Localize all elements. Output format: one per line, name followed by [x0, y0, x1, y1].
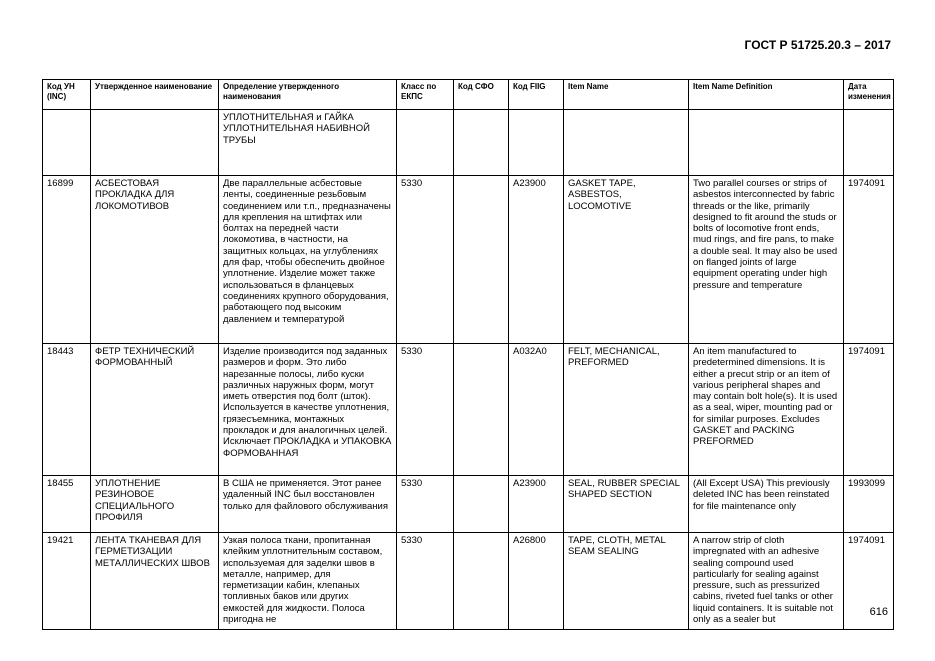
cell-name: ЛЕНТА ТКАНЕВАЯ ДЛЯ ГЕРМЕТИЗАЦИИ МЕТАЛЛИЧЕСКИХ ШВОВ [91, 533, 219, 630]
cell-item-definition: (All Except USA) This previously deleted INC has been reinstated for file maintenance only [689, 476, 844, 533]
cell-definition: Изделие производится под заданных размеров и форм. Это либо нарезанные полосы, либо куски различных наружных форм, могут иметь отверстия под болт (шток). Используется в качестве уплотнения, грязесъемника, монтажных прокладок и для аналогичных целей. Исключает ПРОКЛАДКА и УПАКОВКА ФОРМОВАННАЯ [219, 344, 397, 476]
cell-sfo [454, 476, 509, 533]
cell-item-definition: A narrow strip of cloth impregnated with an adhesive sealing compound used particularly for sealing against pressure, such as pressurized cabins, riveted fuel tanks or other liquid containers. It is suitable not only as a sealer but [689, 533, 844, 630]
table-row [43, 176, 894, 344]
cell-inc: 18455 [43, 476, 91, 533]
cell-date [844, 110, 894, 176]
table-row [43, 344, 894, 476]
header-approved-name: Утвержденное наименование [91, 80, 219, 110]
cell-date: 1974091 [844, 533, 894, 630]
header-sfo: Код СФО [454, 80, 509, 110]
cell-item-name: FELT, MECHANICAL, PREFORMED [564, 344, 689, 476]
cell-class [397, 110, 454, 176]
cell-sfo [454, 110, 509, 176]
cell-class: 5330 [397, 344, 454, 476]
cell-class: 5330 [397, 176, 454, 344]
cell-inc: 19421 [43, 533, 91, 630]
document-header: ГОСТ Р 51725.20.3 – 2017 [744, 38, 891, 52]
cell-item-definition [689, 110, 844, 176]
cell-sfo [454, 344, 509, 476]
header-fiig: Код FIIG [509, 80, 564, 110]
header-inc: Код УН (INC) [43, 80, 91, 110]
header-item-definition: Item Name Definition [689, 80, 844, 110]
cell-name: ФЕТР ТЕХНИЧЕСКИЙ ФОРМОВАННЫЙ [91, 344, 219, 476]
header-date: Дата изменения [844, 80, 894, 110]
cell-definition: УПЛОТНИТЕЛЬНАЯ и ГАЙКА УПЛОТНИТЕЛЬНАЯ НАБИВНОЙ ТРУБЫ [219, 110, 397, 176]
cell-class: 5330 [397, 533, 454, 630]
table-header-row [43, 80, 894, 110]
cell-item-name: SEAL, RUBBER SPECIAL SHAPED SECTION [564, 476, 689, 533]
cell-item-name: TAPE, CLOTH, METAL SEAM SEALING [564, 533, 689, 630]
cell-name [91, 110, 219, 176]
cell-inc: 16899 [43, 176, 91, 344]
cell-fiig: A032A0 [509, 344, 564, 476]
cell-class: 5330 [397, 476, 454, 533]
cell-fiig: A23900 [509, 476, 564, 533]
header-definition: Определение утвержденного наименования [219, 80, 397, 110]
cell-item-name [564, 110, 689, 176]
catalog-table [42, 79, 894, 630]
cell-sfo [454, 176, 509, 344]
header-class: Класс по ЕКПС [397, 80, 454, 110]
cell-item-definition: Two parallel courses or strips of asbestos interconnected by fabric threads or the like, primarily designed to fit around the studs or bolts of locomotive front ends, mud rings, and fire pans, to make a double seal. It may also be used on flanged joints of large equipment operating under high pressure and temperature [689, 176, 844, 344]
cell-date: 1993099 [844, 476, 894, 533]
cell-fiig [509, 110, 564, 176]
cell-item-name: GASKET TAPE, ASBESTOS, LOCOMOTIVE [564, 176, 689, 344]
header-item-name: Item Name [564, 80, 689, 110]
cell-date: 1974091 [844, 176, 894, 344]
cell-definition: В США не применяется. Этот ранее удаленный INC был восстановлен только для файлового обслуживания [219, 476, 397, 533]
cell-fiig: A23900 [509, 176, 564, 344]
cell-date: 1974091 [844, 344, 894, 476]
table-row-continuation [43, 110, 894, 176]
cell-sfo [454, 533, 509, 630]
table-row [43, 533, 894, 630]
table-row [43, 476, 894, 533]
cell-name: УПЛОТНЕНИЕ РЕЗИНОВОЕ СПЕЦИАЛЬНОГО ПРОФИЛЯ [91, 476, 219, 533]
page-number: 616 [869, 606, 888, 618]
cell-fiig: A26800 [509, 533, 564, 630]
cell-inc [43, 110, 91, 176]
cell-name: АСБЕСТОВАЯ ПРОКЛАДКА ДЛЯ ЛОКОМОТИВОВ [91, 176, 219, 344]
cell-definition: Две параллельные асбестовые ленты, соединенные резьбовым соединением или т.п., предназначены для крепления на штифтах или болтах на передней части локомотива, в частности, на защитных кольцах, на углублениях для фар, чтобы обеспечить двойное уплотнение. Изделие может также использоваться в фланцевых соединениях крупного оборудования, работающего под высоким давлением и температурой [219, 176, 397, 344]
cell-item-definition: An item manufactured to predetermined dimensions. It is either a precut strip or an item of various peripheral shapes and may contain bolt hole(s). It is used as a seal, wiper, mounting pad or for similar purposes. Excludes GASKET and PACKING PREFORMED [689, 344, 844, 476]
cell-definition: Узкая полоса ткани, пропитанная клейким уплотнительным составом, используемая для заделки швов в металле, например, для герметизации кабин, клепаных топливных баков или других емкостей для жидкости. Полоса пригодна не [219, 533, 397, 630]
cell-inc: 18443 [43, 344, 91, 476]
